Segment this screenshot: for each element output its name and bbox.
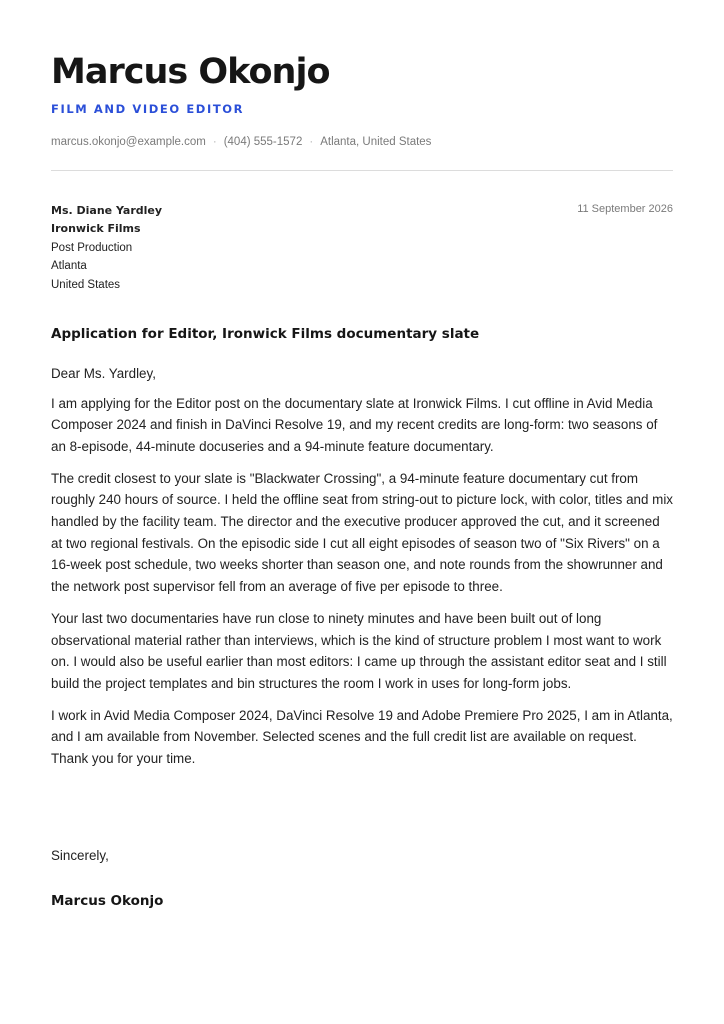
body-paragraph: Your last two documentaries have run close to ninety minutes and have been built out of long observational material rather than interviews, which is the kind of structure problem I most want to work on. I would also be useful earlier than most editors: I came up through the assistant editor seat and I still build the project templates and bin structures the room I work in uses for long-form jobs.: [51, 610, 667, 691]
contact-separator: ·: [309, 136, 314, 148]
recipient-company: Ironwick Films: [51, 222, 141, 236]
contact-phone: (404) 555-1572: [223, 136, 303, 148]
letter-subject: Application for Editor, Ironwick Films documentary slate: [51, 326, 480, 342]
header-divider: [51, 170, 673, 171]
applicant-role: FILM AND VIDEO EDITOR: [51, 102, 245, 116]
contact-line: [51, 135, 431, 149]
body-paragraph: I am applying for the Editor post on the documentary slate at Ironwick Films. I cut offline in Avid Media Composer 2024 and finish in DaVinci Resolve 19, and my recent credits are long-form: two seasons of an 8-episode, 44-minute docuseries and a 94-minute feature documentary.: [51, 395, 658, 454]
signature: Marcus Okonjo: [51, 893, 164, 909]
recipient-block: [51, 202, 162, 294]
recipient-department: Post Production: [51, 241, 133, 254]
contact-separator: ·: [212, 136, 217, 148]
recipient-country: United States: [51, 278, 121, 291]
closing: Sincerely,: [51, 848, 109, 863]
body-paragraph: I work in Avid Media Composer 2024, DaVinci Resolve 19 and Adobe Premiere Pro 2025, I am in Atlanta, and I am available from November. Selected scenes and the full credit list are available on request. Thank you for your time.: [51, 707, 673, 766]
applicant-name: Marcus Okonjo: [51, 52, 330, 92]
body-paragraph: The credit closest to your slate is "Blackwater Crossing", a 94-minute feature documentary cut from roughly 240 hours of source. I held the offline seat from string-out to picture lock, with color, titles and mix handled by the facility team. The director and the executive producer approved the cut, and it screened at two regional festivals. On the episodic side I cut all eight episodes of season two of "Six Rivers" on a 16-week post schedule, two weeks shorter than season one, and note rounds from the showrunner and the network post supervisor fell from an average of five per episode to three.: [51, 470, 673, 594]
recipient-name: Ms. Diane Yardley: [51, 204, 163, 217]
salutation: Dear Ms. Yardley,: [51, 366, 156, 381]
contact-location: Atlanta, United States: [320, 136, 432, 148]
letter-date: 11 September 2026: [577, 203, 673, 215]
contact-email: marcus.okonjo@example.com: [51, 136, 206, 148]
letter-body: [51, 363, 673, 780]
recipient-city: Atlanta: [51, 260, 87, 273]
